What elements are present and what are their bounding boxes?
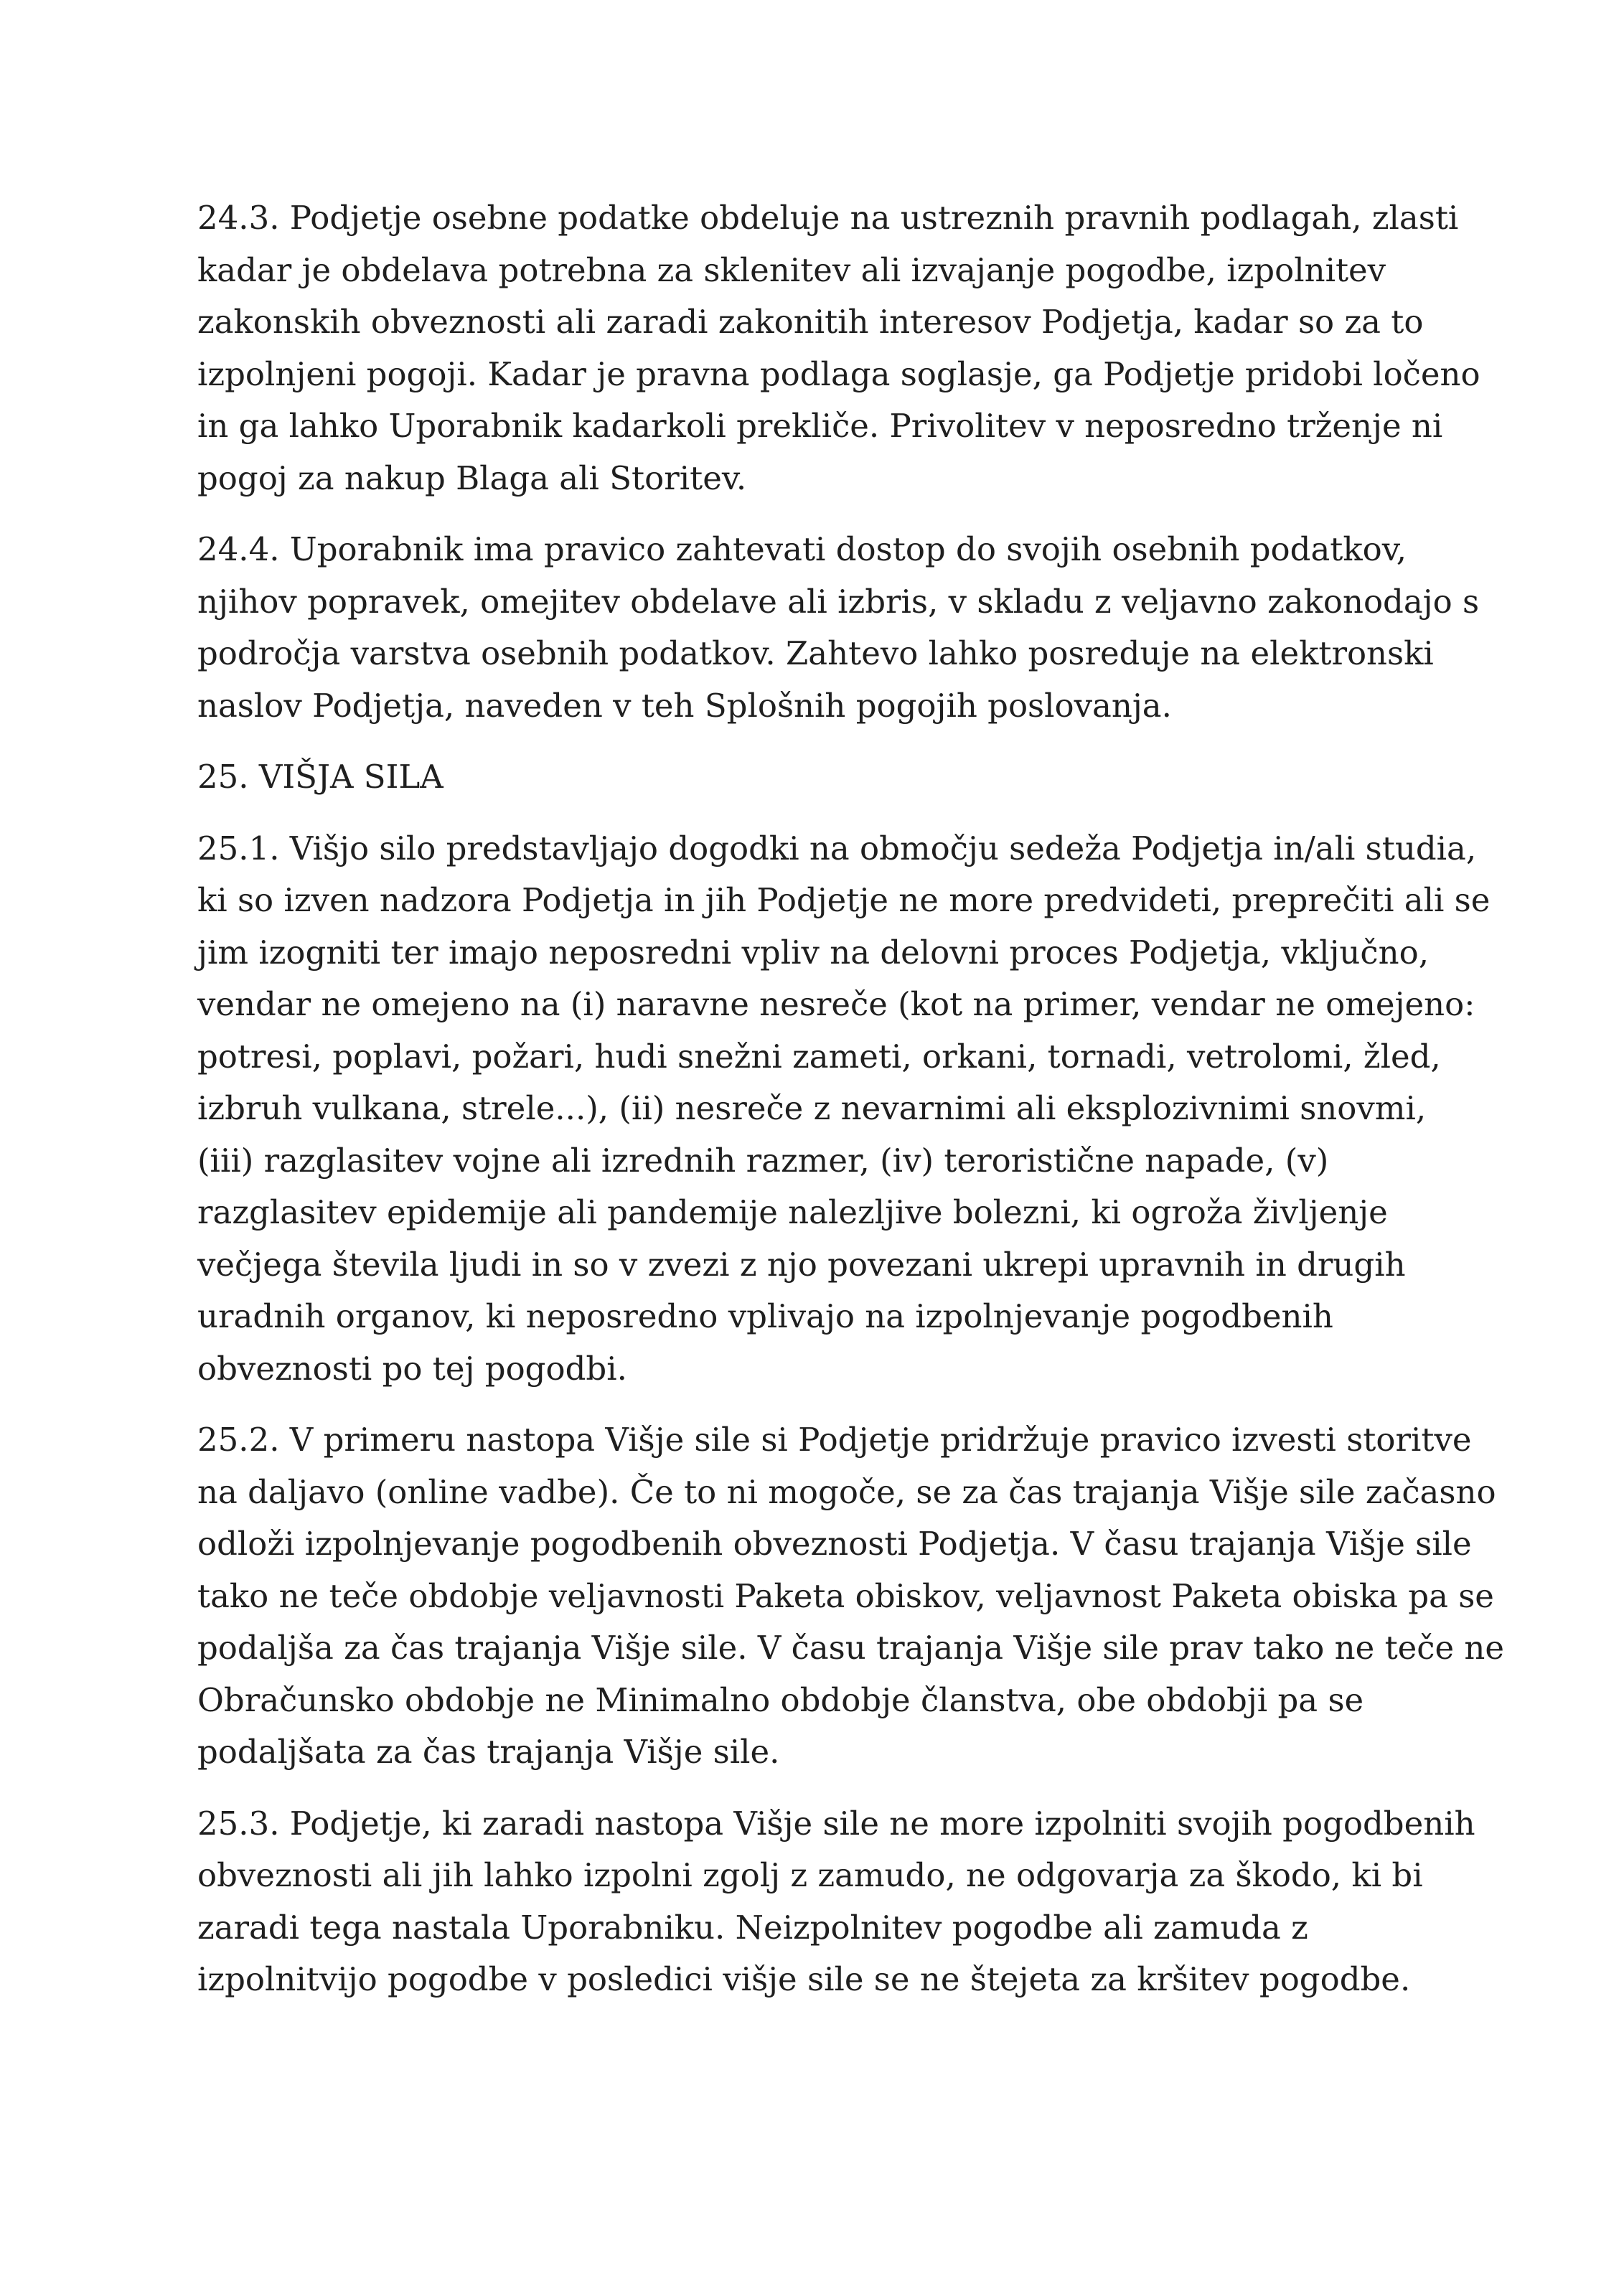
document-body xyxy=(197,192,1505,2026)
text-line: vendar ne omejeno na (i) naravne nesreče (kot na primer, vendar ne omejeno: xyxy=(197,985,1475,1023)
text-line: 24.4. Uporabnik ima pravico zahtevati dostop do svojih osebnih podatkov, xyxy=(197,530,1407,568)
text-line: izbruh vulkana, strele...), (ii) nesreče z nevarnimi ali eksplozivnimi snovmi, xyxy=(197,1089,1427,1127)
text-line: (iii) razglasitev vojne ali izrednih razmer, (iv) teroristične napade, (v) xyxy=(197,1141,1329,1180)
paragraph-25-2 xyxy=(197,1414,1505,1779)
text-line: naslov Podjetja, naveden v teh Splošnih pogojih poslovanja. xyxy=(197,686,1172,725)
text-line: in ga lahko Uporabnik kadarkoli prekliče. Privolitev v neposredno trženje ni xyxy=(197,407,1443,445)
text-line: zakonskih obveznosti ali zaradi zakonitih interesov Podjetja, kadar so za to xyxy=(197,303,1424,341)
text-line: ki so izven nadzora Podjetja in jih Podjetje ne more predvideti, preprečiti ali se xyxy=(197,881,1491,919)
paragraph-24-4 xyxy=(197,524,1480,732)
text-line: Obračunsko obdobje ne Minimalno obdobje članstva, obe obdobji pa se xyxy=(197,1680,1364,1719)
text-line: pogoj za nakup Blaga ali Storitev. xyxy=(197,458,747,497)
text-line: njihov popravek, omejitev obdelave ali izbris, v skladu z veljavno zakonodajo s xyxy=(197,582,1480,621)
text-line: izpolnitvijo pogodbe v posledici višje sile se ne štejeta za kršitev pogodbe. xyxy=(197,1960,1411,1998)
text-line: jim izogniti ter imajo neposredni vpliv na delovni proces Podjetja, vključno, xyxy=(197,933,1429,971)
section-heading-25 xyxy=(197,751,1446,804)
paragraph-25-3 xyxy=(197,1798,1475,2006)
text-line: 25.3. Podjetje, ki zaradi nastopa Višje sile ne more izpolniti svojih pogodbenih xyxy=(197,1804,1475,1843)
text-line: tako ne teče obdobje veljavnosti Paketa obiskov, veljavnost Paketa obiska pa se xyxy=(197,1576,1494,1615)
text-line: 25.1. Višjo silo predstavljajo dogodki na območju sedeža Podjetja in/ali studia, xyxy=(197,829,1477,867)
text-line: na daljavo (online vadbe). Če to ni mogoče, se za čas trajanja Višje sile začasno xyxy=(197,1472,1496,1511)
text-line: podaljšata za čas trajanja Višje sile. xyxy=(197,1733,780,1771)
text-line: uradnih organov, ki neposredno vplivajo na izpolnjevanje pogodbenih xyxy=(197,1297,1333,1335)
text-line: zaradi tega nastala Uporabniku. Neizpolnitev pogodbe ali zamuda z xyxy=(197,1908,1308,1947)
text-line: večjega števila ljudi in so v zvezi z njo povezani ukrepi upravnih in drugih xyxy=(197,1245,1406,1284)
text-line: razglasitev epidemije ali pandemije nalezljive bolezni, ki ogroža življenje xyxy=(197,1193,1388,1231)
text-line: obveznosti ali jih lahko izpolni zgolj z zamudo, ne odgovarja za škodo, ki bi xyxy=(197,1856,1423,1894)
text-line: potresi, poplavi, požari, hudi snežni zameti, orkani, tornadi, vetrolomi, žled, xyxy=(197,1037,1441,1076)
paragraph-25-1 xyxy=(197,823,1491,1396)
text-line: odloži izpolnjevanje pogodbenih obveznosti Podjetja. V času trajanja Višje sile xyxy=(197,1525,1472,1563)
heading-line: 25. VIŠJA SILA xyxy=(197,758,443,796)
paragraph-24-3 xyxy=(197,192,1480,504)
text-line: podaljša za čas trajanja Višje sile. V času trajanja Višje sile prav tako ne teče ne xyxy=(197,1629,1505,1667)
text-line: 25.2. V primeru nastopa Višje sile si Podjetje pridržuje pravico izvesti storitve xyxy=(197,1421,1472,1459)
text-line: izpolnjeni pogoji. Kadar je pravna podlaga soglasje, ga Podjetje pridobi ločeno xyxy=(197,354,1480,393)
text-line: obveznosti po tej pogodbi. xyxy=(197,1349,627,1388)
text-line: 24.3. Podjetje osebne podatke obdeluje na ustreznih pravnih podlagah, zlasti xyxy=(197,199,1459,237)
text-line: področja varstva osebnih podatkov. Zahtevo lahko posreduje na elektronski xyxy=(197,634,1434,672)
text-line: kadar je obdelava potrebna za sklenitev ali izvajanje pogodbe, izpolnitev xyxy=(197,250,1386,289)
